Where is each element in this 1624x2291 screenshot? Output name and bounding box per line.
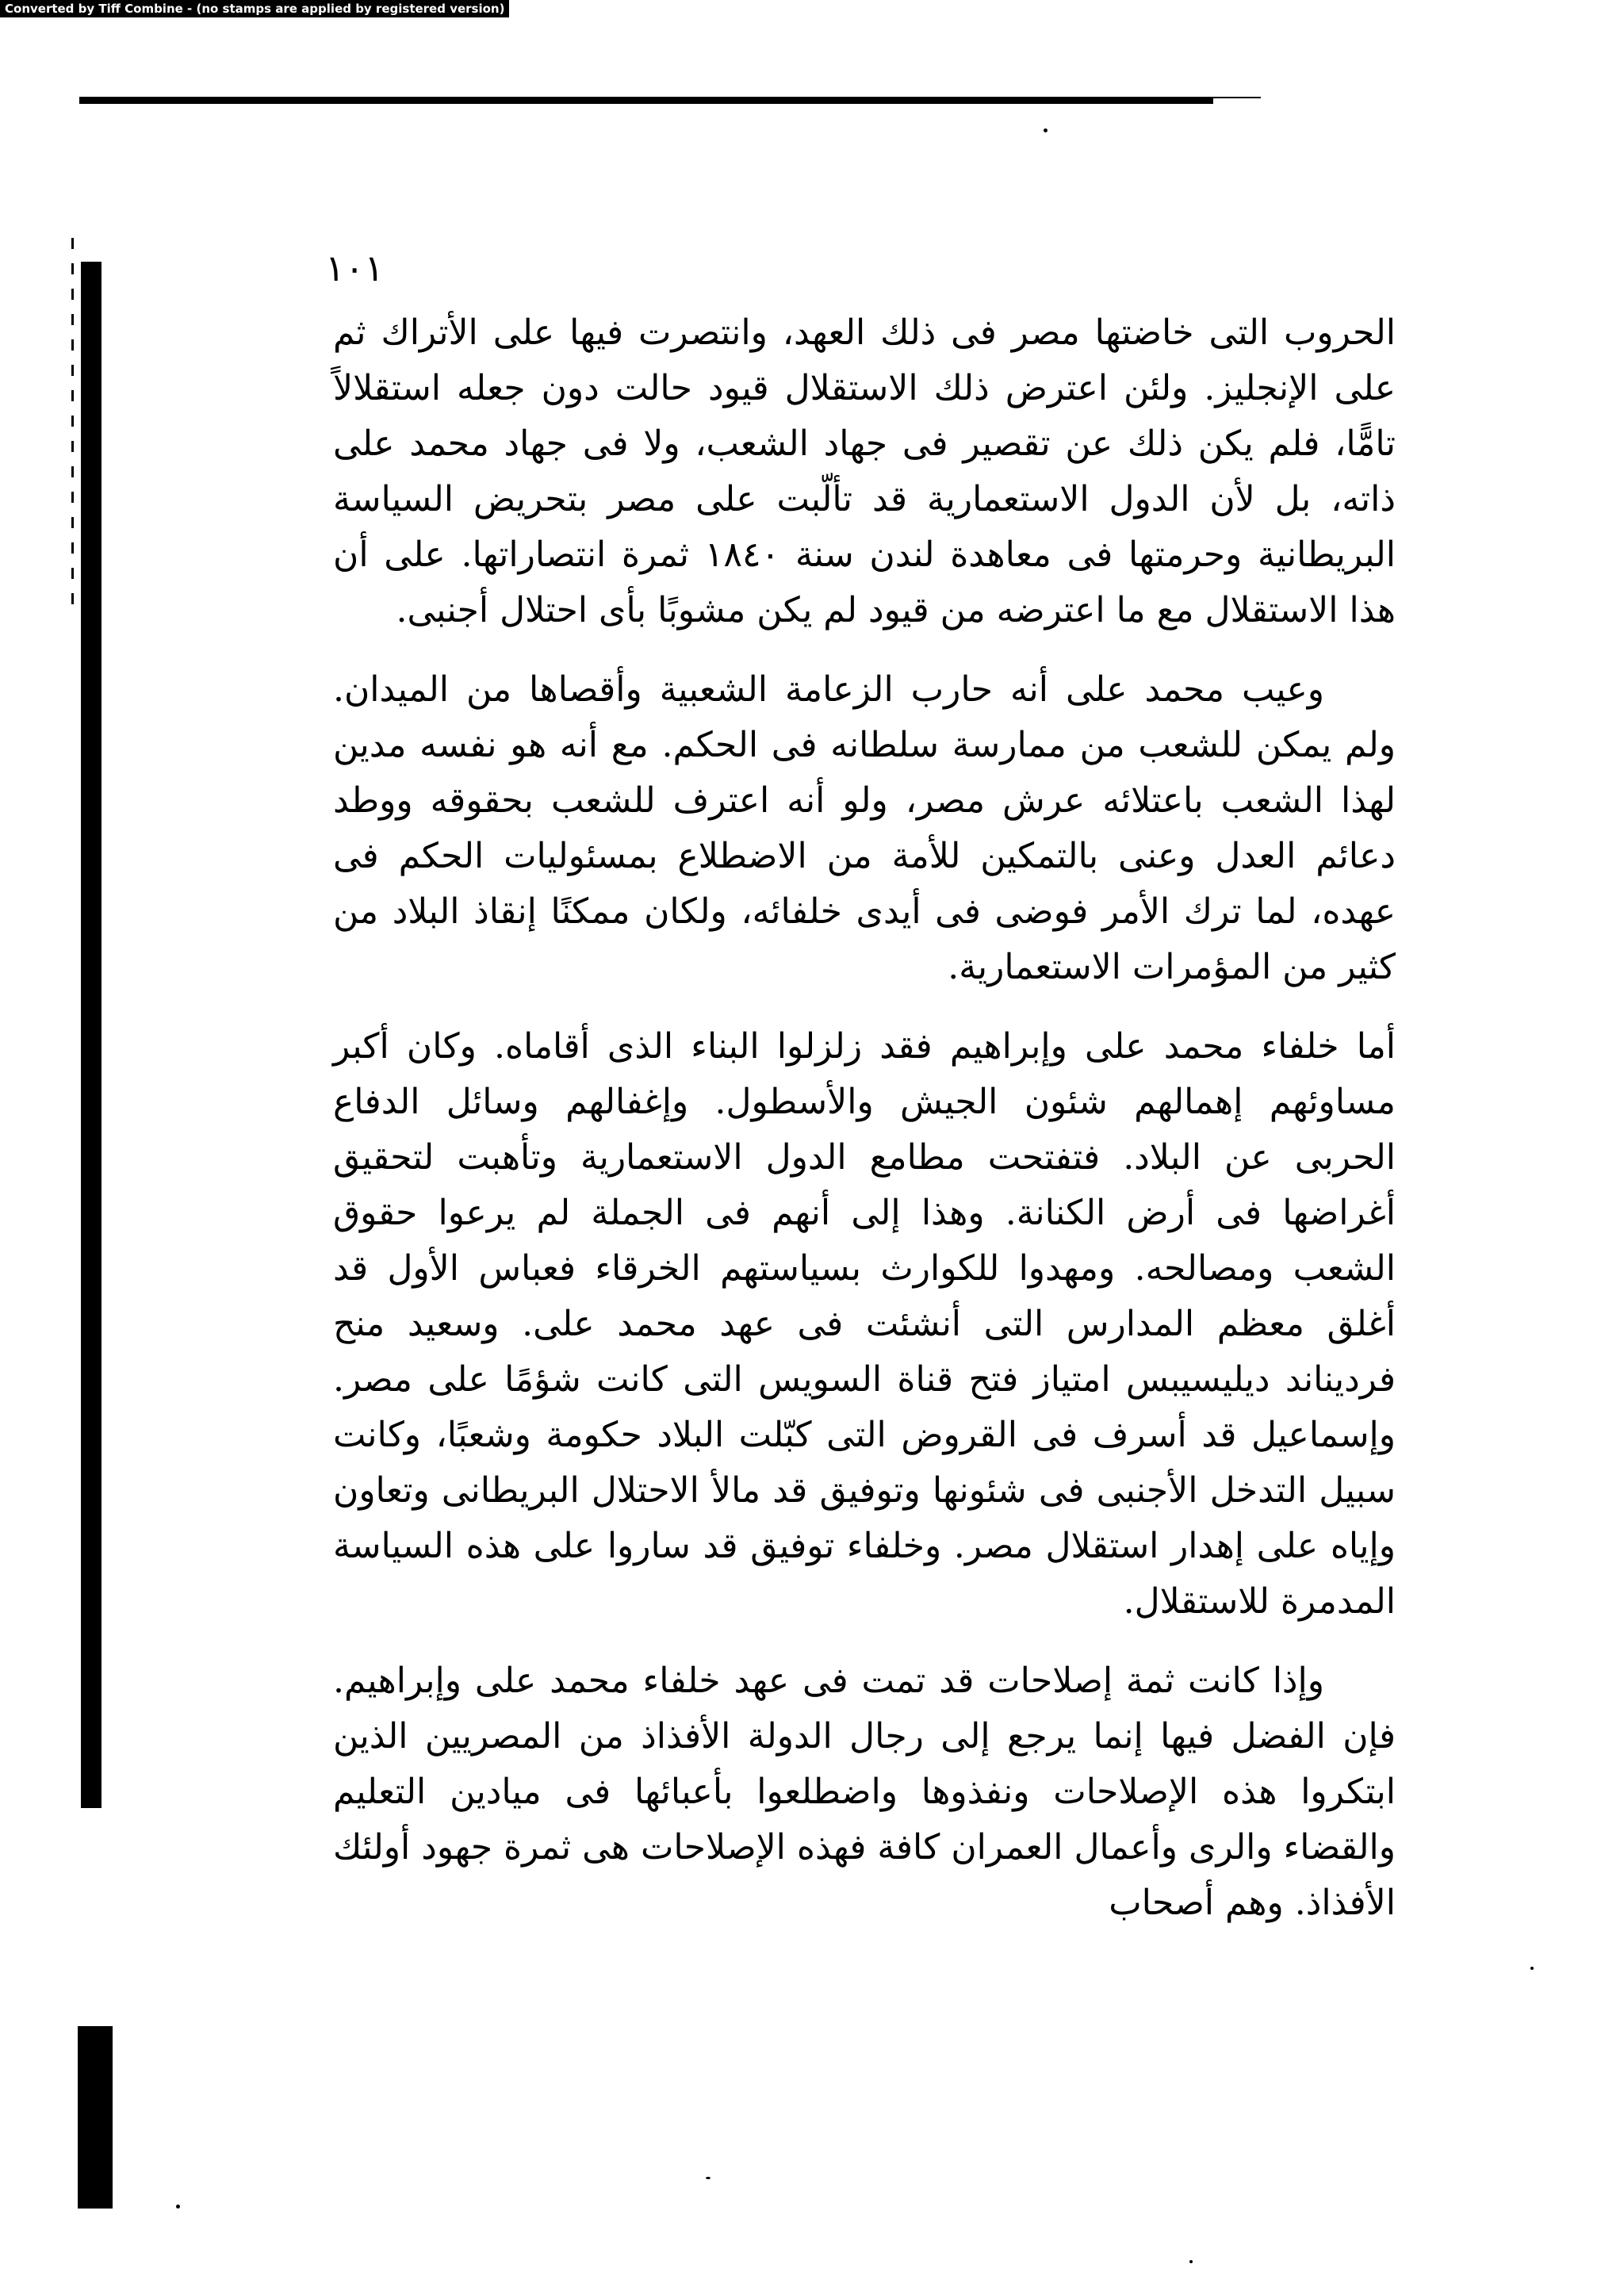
paragraph: وعيب محمد على أنه حارب الزعامة الشعبية وأقصاها من الميدان. ولم يمكن للشعب من ممارسة سلطانه فى الحكم. مع أنه هو نفسه مدين لهذا الشعب باعتلائه عرش مصر، ولو أنه اعترف للشعب بحقوقه ووطد دعائم العدل وعنى بالتمكين للأمة من الاضطلاع بمسئوليات الحكم فى عهده، لما ترك الأمر فوضى فى أيدى خلفائه، ولكان ممكنًا إنقاذ البلاد من كثير من المؤمرات الاستعمارية. — [333, 669, 1396, 987]
body-text — [333, 305, 1396, 1955]
scan-speck — [706, 2177, 710, 2179]
left-margin-ticks — [71, 238, 74, 611]
scan-speck — [1530, 1967, 1534, 1970]
scan-speck — [176, 2205, 180, 2209]
paragraph: أما خلفاء محمد على وإبراهيم فقد زلزلوا البناء الذى أقاماه. وكان أكبر مساوئهم إهمالهم شئون الجيش والأسطول. وإغفالهم وسائل الدفاع الحربى عن البلاد. فتفتحت مطامع الدول الاستعمارية وتأهبت لتحقيق أغراضها فى أرض الكنانة. وهذا إلى أنهم فى الجملة لم يرعوا حقوق الشعب ومصالحه. ومهدوا للكوارث بسياستهم الخرقاء فعباس الأول قد أغلق معظم المدارس التى أنشئت فى عهد محمد على. وسعيد منح فرديناند ديليسيبس امتياز فتح قناة السويس التى كانت شؤمًا على مصر. وإسماعيل قد أسرف فى القروض التى كبّلت البلاد حكومة وشعبًا، وكانت سبيل التدخل الأجنبى فى شئونها وتوفيق قد مالأ الاحتلال البريطانى وتعاون وإياه على إهدار استقلال مصر. وخلفاء توفيق قد ساروا على هذه السياسة المدمرة للاستقلال. — [333, 1026, 1396, 1622]
left-margin-line — [81, 262, 102, 1808]
paragraph: وإذا كانت ثمة إصلاحات قد تمت فى عهد خلفاء محمد على وإبراهيم. فإن الفضل فيها إنما يرجع إلى رجال الدولة الأفذاذ من المصريين الذين ابتكروا هذه الإصلاحات ونفذوها واضطلعوا بأعبائها فى ميادين التعليم والقضاء والرى وأعمال العمران كافة فهذه الإصلاحات هى ثمرة جهود أولئك الأفذاذ. وهم أصحاب — [333, 1661, 1396, 1923]
scan-speck — [1189, 2260, 1193, 2263]
page-number: ١٠١ — [325, 247, 385, 289]
scan-speck — [1044, 128, 1048, 132]
top-rule — [79, 97, 1213, 108]
paragraph: الحروب التى خاضتها مصر فى ذلك العهد، وانتصرت فيها على الأتراك ثم على الإنجليز. ولئن اعترض ذلك الاستقلال قيود حالت دون جعله استقلالاً تامًّا، فلم يكن ذلك عن تقصير فى جهاد الشعب، ولا فى جهاد محمد على ذاته، بل لأن الدول الاستعمارية قد تألّبت على مصر بتحريض السياسة البريطانية وحرمتها فى معاهدة لندن سنة ١٨٤٠ ثمرة انتصاراتها. على أن هذا الاستقلال مع ما اعترضه من قيود لم يكن مشوبًا بأى احتلال أجنبى. — [333, 312, 1396, 630]
conversion-banner: Converted by Tiff Combine - (no stamps are applied by registered version) — [0, 0, 509, 17]
bottom-left-bar — [78, 2026, 113, 2209]
